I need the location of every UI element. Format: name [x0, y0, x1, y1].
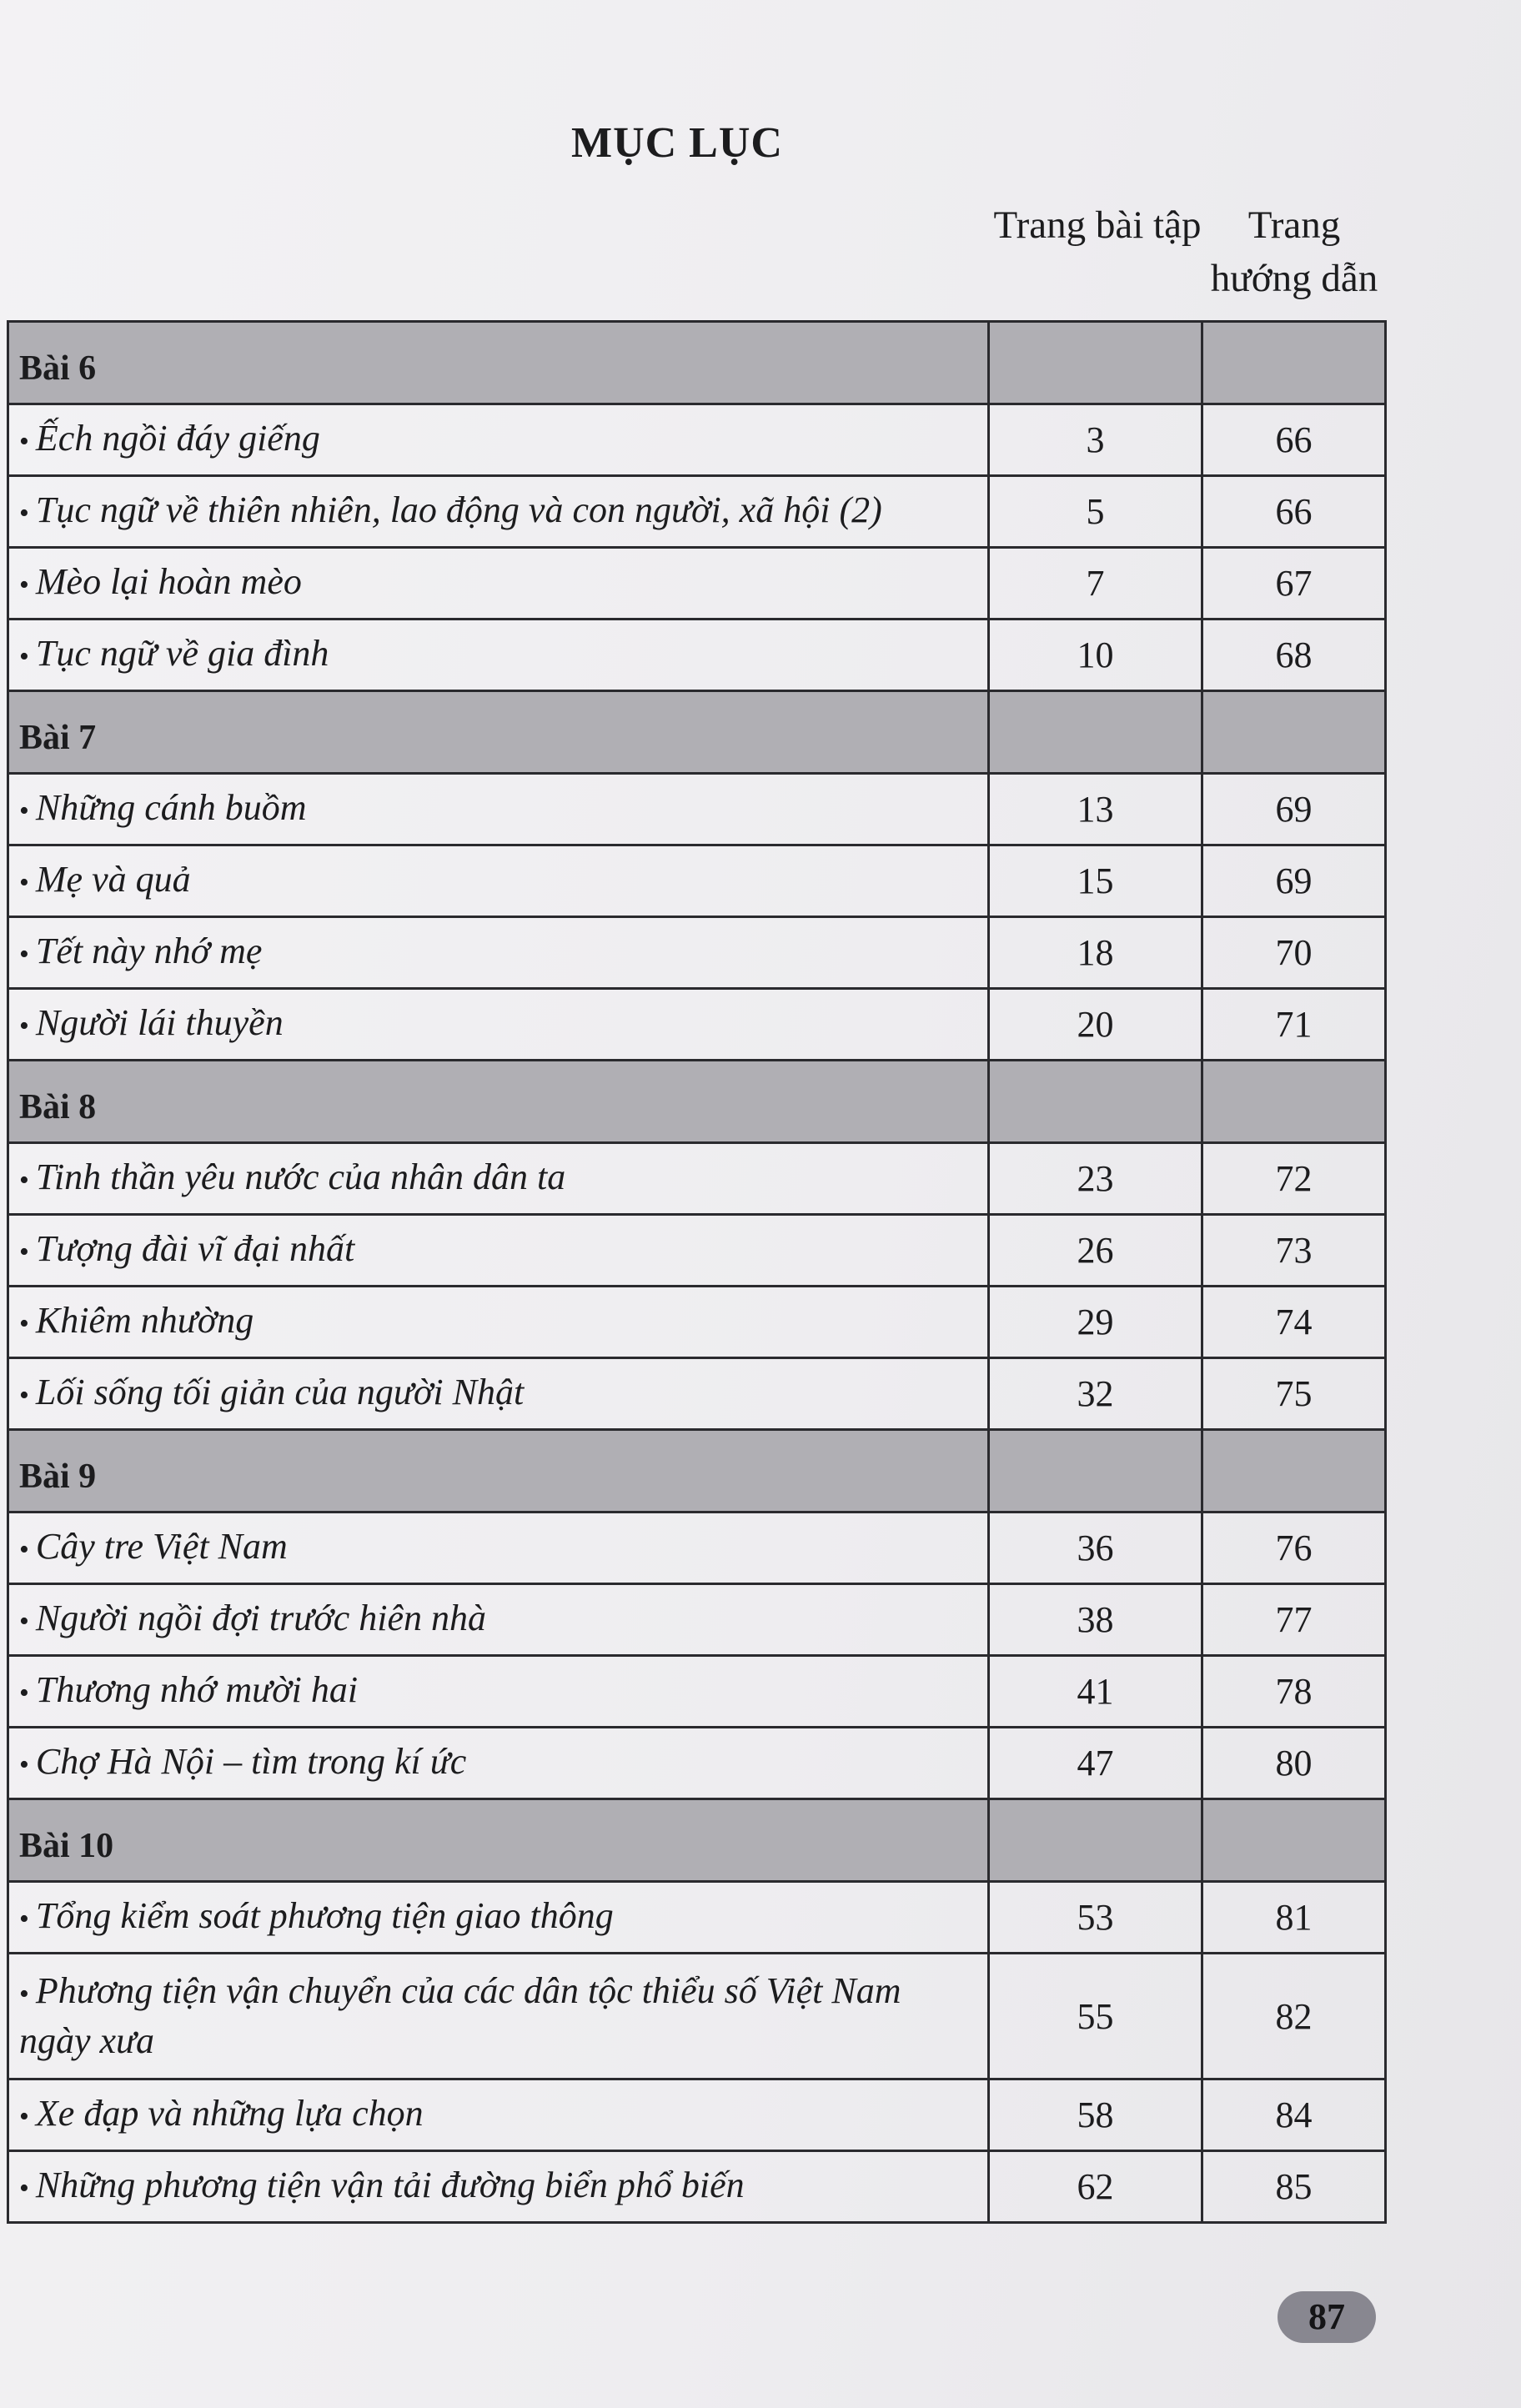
lesson-title: Người ngồi đợi trước hiên nhà: [35, 1597, 487, 1638]
section-label: Bài 6: [8, 322, 989, 404]
table-row: [8, 1728, 1386, 1799]
exercise-page-number: 29: [989, 1287, 1202, 1358]
lesson-title-cell: [8, 404, 989, 476]
guide-page-number: 76: [1202, 1513, 1386, 1584]
lesson-title: Tục ngữ về thiên nhiên, lao động và con người, xã hội (2): [35, 489, 882, 530]
column-header-guide-page: Trang hướng dẫn: [1210, 203, 1378, 300]
section-row: [8, 691, 1386, 774]
exercise-page-number: 13: [989, 774, 1202, 845]
exercise-page-number: 53: [989, 1882, 1202, 1954]
exercise-page-number: 3: [989, 404, 1202, 476]
exercise-page-number: 36: [989, 1513, 1202, 1584]
bullet-icon: •: [19, 1236, 29, 1267]
table-row: [8, 1143, 1386, 1215]
lesson-title-cell: [8, 774, 989, 845]
guide-page-number: 77: [1202, 1584, 1386, 1656]
section-cell-empty: [1202, 691, 1386, 774]
exercise-page-number: 18: [989, 917, 1202, 989]
table-row: [8, 989, 1386, 1061]
page-number-badge: 87: [1278, 2291, 1376, 2343]
guide-page-number: 69: [1202, 774, 1386, 845]
table-of-contents: [7, 320, 1387, 2224]
bullet-icon: •: [19, 938, 29, 970]
lesson-title-cell: [8, 1143, 989, 1215]
lesson-title-cell: [8, 1513, 989, 1584]
bullet-icon: •: [19, 1979, 29, 2009]
section-cell-empty: [1202, 1061, 1386, 1143]
lesson-title: Khiêm nhường: [35, 1299, 254, 1341]
guide-page-number: 75: [1202, 1358, 1386, 1430]
lesson-title-cell: [8, 1882, 989, 1954]
lesson-title: Những cánh buồm: [35, 786, 307, 828]
bullet-icon: •: [19, 1533, 29, 1565]
table-row: [8, 1584, 1386, 1656]
section-cell-empty: [1202, 1799, 1386, 1882]
exercise-page-number: 7: [989, 548, 1202, 620]
table-row: [8, 476, 1386, 548]
guide-page-number: 72: [1202, 1143, 1386, 1215]
table-row: [8, 2151, 1386, 2223]
guide-page-number: 67: [1202, 548, 1386, 620]
section-row: [8, 322, 1386, 404]
bullet-icon: •: [19, 866, 29, 898]
lesson-title: Tượng đài vĩ đại nhất: [35, 1227, 355, 1269]
bullet-icon: •: [19, 1307, 29, 1339]
page-title: MỤC LỤC: [571, 119, 783, 167]
lesson-title: Thương nhớ mười hai: [35, 1668, 359, 1710]
lesson-title: Phương tiện vận chuyển của các dân tộc thiểu số Việt Nam ngày xưa: [19, 1970, 901, 2061]
exercise-page-number: 38: [989, 1584, 1202, 1656]
bullet-icon: •: [19, 497, 29, 529]
lesson-title: Người lái thuyền: [35, 1001, 284, 1043]
lesson-title-cell: [8, 1215, 989, 1287]
exercise-page-number: 58: [989, 2079, 1202, 2151]
guide-page-number: 68: [1202, 620, 1386, 691]
lesson-title-cell: [8, 548, 989, 620]
lesson-title-cell: [8, 2079, 989, 2151]
lesson-title-cell: [8, 1728, 989, 1799]
exercise-page-number: 47: [989, 1728, 1202, 1799]
lesson-title: Xe đạp và những lựa chọn: [35, 2092, 424, 2134]
lesson-title-cell: [8, 989, 989, 1061]
lesson-title-cell: [8, 620, 989, 691]
lesson-title: Lối sống tối giản của người Nhật: [35, 1371, 525, 1412]
guide-page-number: 66: [1202, 476, 1386, 548]
lesson-title-cell: [8, 1358, 989, 1430]
bullet-icon: •: [19, 1605, 29, 1637]
exercise-page-number: 20: [989, 989, 1202, 1061]
lesson-title: Chợ Hà Nội – tìm trong kí ức: [35, 1740, 467, 1782]
bullet-icon: •: [19, 640, 29, 672]
guide-page-number: 74: [1202, 1287, 1386, 1358]
exercise-page-number: 23: [989, 1143, 1202, 1215]
lesson-title-cell: [8, 476, 989, 548]
table-row: [8, 1656, 1386, 1728]
table-row: [8, 917, 1386, 989]
guide-page-number: 69: [1202, 845, 1386, 917]
table-row: [8, 1215, 1386, 1287]
exercise-page-number: 41: [989, 1656, 1202, 1728]
table-row: [8, 774, 1386, 845]
lesson-title: Cây tre Việt Nam: [35, 1525, 288, 1567]
guide-page-number: 71: [1202, 989, 1386, 1061]
table-row: [8, 1882, 1386, 1954]
section-label: Bài 8: [8, 1061, 989, 1143]
guide-page-number: 78: [1202, 1656, 1386, 1728]
guide-page-number: 82: [1202, 1954, 1386, 2079]
bullet-icon: •: [19, 1164, 29, 1196]
section-cell-empty: [989, 322, 1202, 404]
lesson-title: Tổng kiểm soát phương tiện giao thông: [35, 1894, 614, 1936]
exercise-page-number: 10: [989, 620, 1202, 691]
lesson-title-cell: [8, 1954, 989, 2079]
exercise-page-number: 5: [989, 476, 1202, 548]
section-label: Bài 7: [8, 691, 989, 774]
table-row: [8, 1513, 1386, 1584]
bullet-icon: •: [19, 1903, 29, 1934]
table-row: [8, 1358, 1386, 1430]
section-row: [8, 1430, 1386, 1513]
guide-page-number: 81: [1202, 1882, 1386, 1954]
section-cell-empty: [989, 1799, 1202, 1882]
exercise-page-number: 15: [989, 845, 1202, 917]
section-label: Bài 9: [8, 1430, 989, 1513]
lesson-title-cell: [8, 2151, 989, 2223]
section-cell-empty: [1202, 322, 1386, 404]
bullet-icon: •: [19, 1379, 29, 1411]
table-row: [8, 620, 1386, 691]
bullet-icon: •: [19, 1677, 29, 1708]
table-row: [8, 1954, 1386, 2079]
bullet-icon: •: [19, 1010, 29, 1041]
lesson-title-cell: [8, 1584, 989, 1656]
lesson-title-cell: [8, 917, 989, 989]
column-header-exercise-page: Trang bài tập: [993, 203, 1202, 247]
bullet-icon: •: [19, 795, 29, 826]
section-label: Bài 10: [8, 1799, 989, 1882]
lesson-title-cell: [8, 1656, 989, 1728]
guide-page-number: 85: [1202, 2151, 1386, 2223]
table-row: [8, 404, 1386, 476]
lesson-title-cell: [8, 1287, 989, 1358]
guide-page-number: 70: [1202, 917, 1386, 989]
bullet-icon: •: [19, 569, 29, 600]
guide-page-number: 84: [1202, 2079, 1386, 2151]
exercise-page-number: 32: [989, 1358, 1202, 1430]
table-row: [8, 2079, 1386, 2151]
lesson-title: Mèo lại hoàn mèo: [35, 560, 302, 602]
bullet-icon: •: [19, 425, 29, 457]
lesson-title: Ếch ngồi đáy giếng: [35, 417, 320, 459]
lesson-title: Tục ngữ về gia đình: [35, 632, 329, 674]
bullet-icon: •: [19, 1748, 29, 1780]
guide-page-number: 66: [1202, 404, 1386, 476]
lesson-title: Mẹ và quả: [35, 858, 191, 900]
guide-page-number: 80: [1202, 1728, 1386, 1799]
table-row: [8, 1287, 1386, 1358]
table-row: [8, 845, 1386, 917]
exercise-page-number: 55: [989, 1954, 1202, 2079]
lesson-title: Những phương tiện vận tải đường biển phổ biến: [35, 2164, 745, 2205]
guide-page-number: 73: [1202, 1215, 1386, 1287]
lesson-title: Tết này nhớ mẹ: [35, 930, 263, 971]
section-cell-empty: [989, 1430, 1202, 1513]
exercise-page-number: 62: [989, 2151, 1202, 2223]
section-row: [8, 1061, 1386, 1143]
bullet-icon: •: [19, 2172, 29, 2204]
section-row: [8, 1799, 1386, 1882]
section-cell-empty: [989, 1061, 1202, 1143]
lesson-title-cell: [8, 845, 989, 917]
bullet-icon: •: [19, 2100, 29, 2132]
table-row: [8, 548, 1386, 620]
lesson-title: Tinh thần yêu nước của nhân dân ta: [35, 1156, 566, 1197]
section-cell-empty: [989, 691, 1202, 774]
section-cell-empty: [1202, 1430, 1386, 1513]
exercise-page-number: 26: [989, 1215, 1202, 1287]
